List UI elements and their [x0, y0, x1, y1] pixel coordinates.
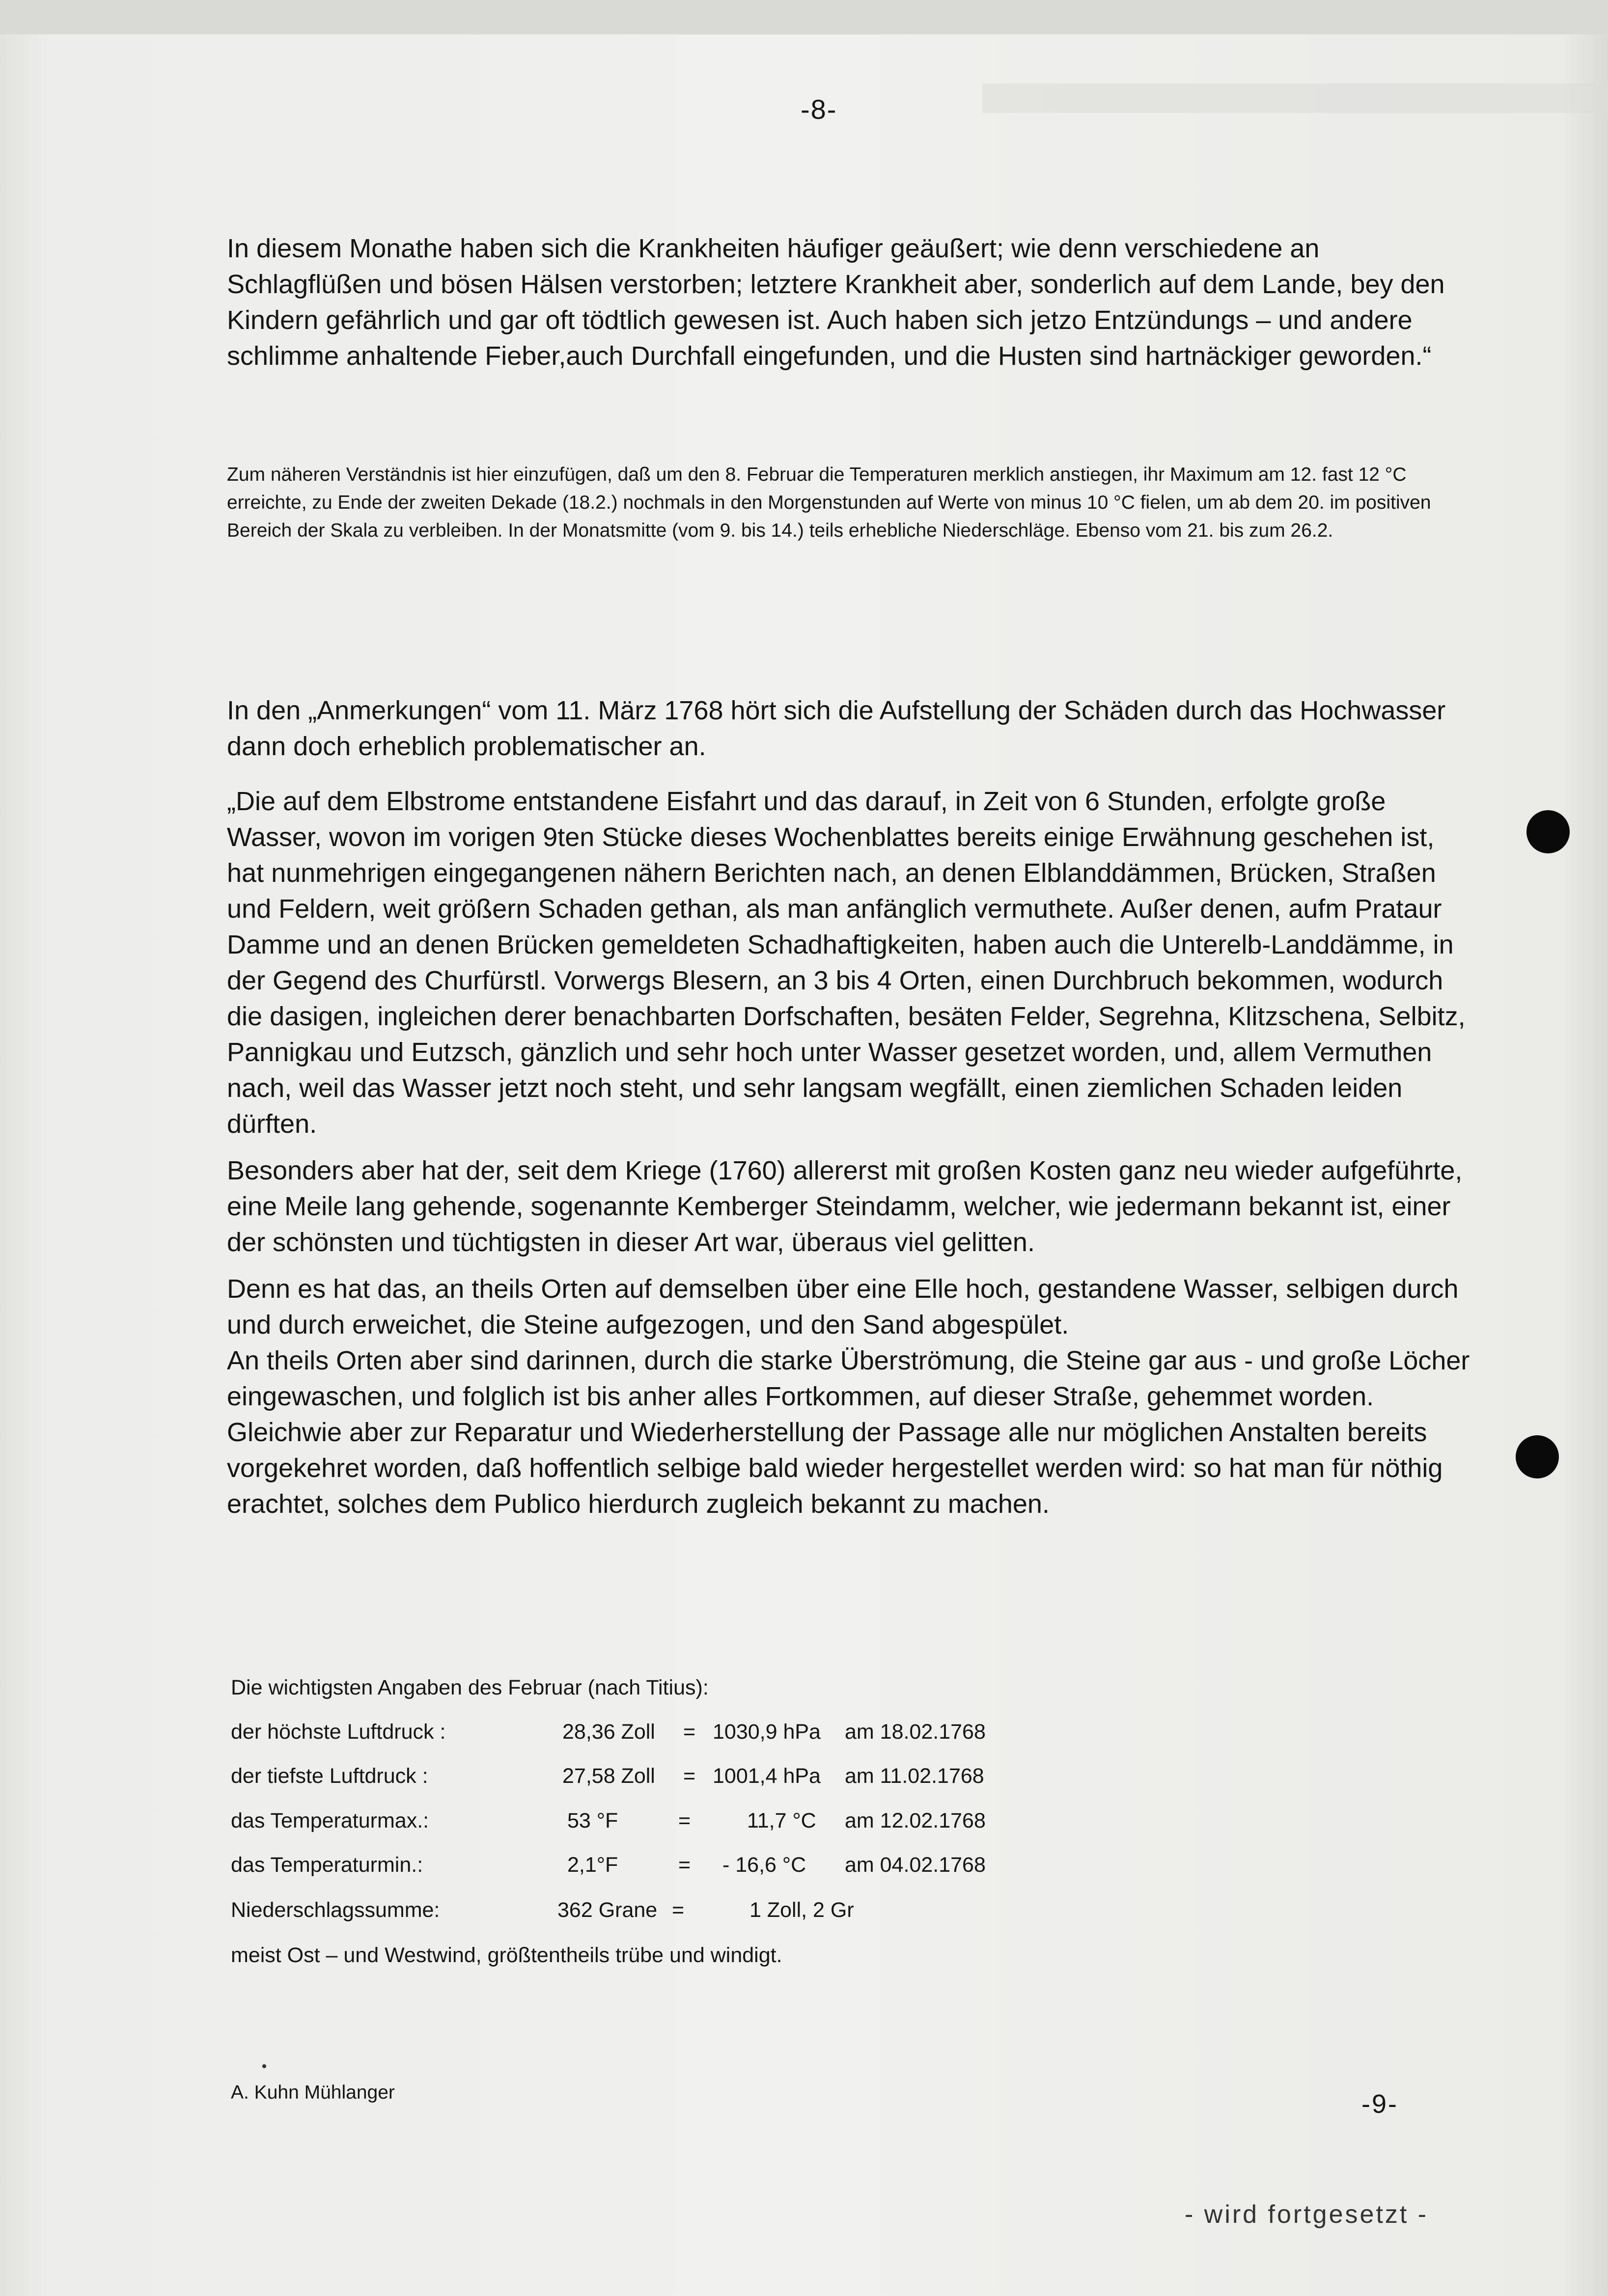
row-value: 53 °F [567, 1809, 618, 1832]
note-paragraph [227, 461, 1474, 545]
summary-heading: Die wichtigsten Angaben des Februar (nach Titius): [231, 1676, 709, 1699]
row-value: 27,58 Zoll [562, 1764, 655, 1788]
row-converted: 1030,9 hPa [713, 1720, 821, 1744]
scan-bleed-through [982, 83, 1608, 113]
quote-paragraph-1: „Die auf dem Elbstrome entstandene Eisfahrt und das darauf, in Zeit von 6 Stunden, erfolgte große Wasser, wovon im vorigen 9ten Stücke dieses Wochenblattes bereits einige Erwähnung geschehen ist, hat nunmehrigen eingegangenen nähern Berichten nach, an denen Elblanddämmen, Brücken, Straßen und Feldern, weit größern Schaden gethan, als man anfänglich vermuthete. Außer denen, aufm Prataur Damme und an denen Brücken gemeldeten Schadhaftigkeiten, haben auch die Unterelb-Landdämme, in der Gegend des Churfürstl. Vorwergs Blesern, an 3 bis 4 Orten, einen Durchbruch bekommen, wodurch die dasigen, ingleichen derer benachbarten Dorfschaften, besäten Felder, Segrehna, Klitzschena, Selbitz, Pannigkau und Eutzsch, gänzlich und sehr hoch unter Wasser gesetzet worden, und, allem Vermuthen nach, weil das Wasser jetzt noch steht, und sehr langsam wegfällt, einen ziemlichen Schaden leiden dürften. [227, 787, 1466, 1139]
row-value: 362 Grane [557, 1898, 658, 1922]
row-date: am 12.02.1768 [845, 1809, 986, 1832]
row-equals: = [672, 1898, 685, 1922]
row-equals: = [678, 1853, 691, 1877]
row-value: 28,36 Zoll [562, 1720, 655, 1744]
note-text: Zum näheren Verständnis ist hier einzufügen, daß um den 8. Februar die Temperaturen merklich anstiegen, ihr Maximum am 12. fast 12 °C erreichte, zu Ende der zweiten Dekade (18.2.) nochmals in den Morgenstunden auf Werte von minus 10 °C fielen, um ab dem 20. im positiven Bereich der Skala zu verbleiben. In der Monatsmitte (vom 9. bis 14.) teils erhebliche Niederschläge. Ebenso vom 21. bis zum 26.2. [227, 464, 1431, 541]
paragraph-intro-text: In den „Anmerkungen“ vom 11. März 1768 hört sich die Aufstellung der Schäden durch das Hochwasser dann doch erheblich problematischer an. [227, 696, 1446, 761]
row-date: am 11.02.1768 [845, 1764, 984, 1788]
scan-top-band [0, 0, 1608, 34]
row-converted: 1001,4 hPa [713, 1764, 821, 1788]
continued-note: - wird fortgesetzt - [1185, 2200, 1429, 2229]
page-number-bottom: -9- [1361, 2089, 1398, 2119]
stray-mark [262, 2064, 266, 2068]
row-date: am 04.02.1768 [845, 1853, 986, 1877]
punch-hole-lower [1516, 1435, 1559, 1478]
quote-paragraph-3b: An theils Orten aber sind darinnen, durch die starke Überströmung, die Steine gar aus - und große Löcher eingewaschen, und folglich ist bis anher alles Fortkommen, auf dieser Straße, gehemmet worden. Gleichwie aber zur Reparatur und Wiederherstellung der Passage alle nur möglichen Anstalten bereits vorgekehret worden, daß hoffentlich selbige bald wieder hergestellet werden wird: so hat man für nöthig erachtet, solches dem Publico hierdurch zugleich bekannt zu machen. [227, 1346, 1470, 1519]
row-label: Niederschlagssumme: [231, 1898, 440, 1922]
row-date: am 18.02.1768 [845, 1720, 986, 1744]
row-label: das Temperaturmax.: [231, 1809, 429, 1832]
quote-paragraph-3a: Denn es hat das, an theils Orten auf demselben über eine Elle hoch, gestandene Wasser, selbigen durch und durch erweichet, die Steine aufgezogen, und den Sand abgespület. [227, 1274, 1459, 1339]
row-converted: 1 Zoll, 2 Gr [749, 1898, 854, 1922]
row-value: 2,1°F [567, 1853, 618, 1877]
page-number-top: -8- [801, 94, 837, 125]
row-equals: = [678, 1809, 691, 1832]
row-equals: = [683, 1764, 696, 1788]
quote-paragraph-2: Besonders aber hat der, seit dem Kriege (1760) allererst mit großen Kosten ganz neu wieder aufgeführte, eine Meile lang gehende, sogenannte Kemberger Steindamm, welcher, wie jedermann bekannt ist, einer der schönsten und tüchtigsten in dieser Art war, überaus viel gelitten. [227, 1156, 1463, 1257]
paragraph-illness [227, 231, 1474, 374]
wind-note: meist Ost – und Westwind, größtentheils trübe und windigt. [231, 1943, 782, 1967]
quote-block [227, 784, 1474, 1522]
paragraph-intro [227, 693, 1474, 765]
row-converted: - 16,6 °C [722, 1853, 806, 1877]
row-converted: 11,7 °C [747, 1809, 816, 1832]
row-label: der tiefste Luftdruck : [231, 1764, 428, 1788]
author-name: A. Kuhn Mühlanger [231, 2082, 395, 2103]
row-equals: = [683, 1720, 696, 1744]
paragraph-illness-text: In diesem Monathe haben sich die Krankheiten häufiger geäußert; wie denn verschiedene an Schlagflüßen und bösen Hälsen verstorben; letztere Krankheit aber, sonderlich auf dem Lande, bey den Kindern gefährlich und gar oft tödtlich gewesen ist. Auch haben sich jetzo Entzündungs – und andere schlimme anhaltende Fieber,auch Durchfall eingefunden, und die Husten sind hartnäckiger geworden.“ [227, 234, 1445, 371]
row-label: das Temperaturmin.: [231, 1853, 423, 1877]
punch-hole-upper [1526, 810, 1570, 853]
row-label: der höchste Luftdruck : [231, 1720, 446, 1744]
